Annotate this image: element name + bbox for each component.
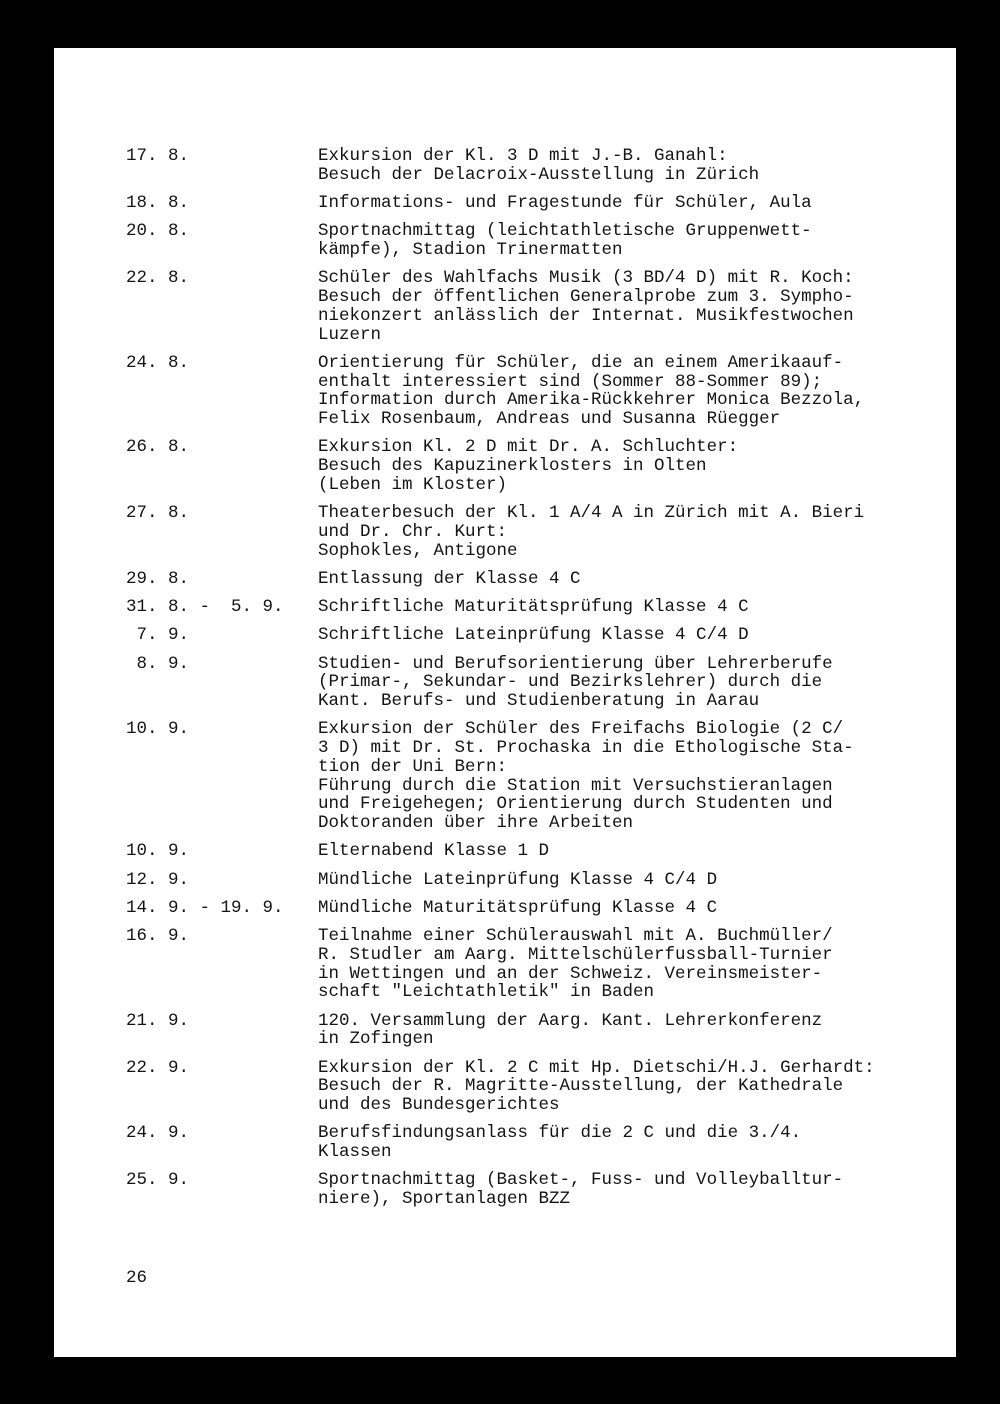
event-description: Schriftliche Maturitätsprüfung Klasse 4 C (318, 597, 749, 617)
event-date: 29. 8. (126, 568, 190, 589)
event-date: 22. 8. (126, 268, 190, 289)
event-date: 7. 9. (126, 625, 190, 646)
event-entry (126, 927, 926, 1002)
event-description: Theaterbesuch der Kl. 1 A/4 A in Zürich mit A. Bieri und Dr. Chr. Kurt: Sophokles, Antigone (318, 503, 865, 561)
event-entry (126, 1059, 926, 1115)
event-entry (126, 269, 926, 344)
event-date: 18. 8. (126, 193, 190, 213)
event-entry (126, 222, 926, 260)
event-entry (126, 871, 926, 890)
page-number: 26 (126, 1268, 148, 1288)
event-entry (126, 354, 926, 429)
event-date: 31. 8. - 5. 9. (126, 597, 284, 617)
event-date: 16. 9. (126, 926, 190, 946)
event-entry (126, 598, 926, 617)
event-description: Exkursion der Kl. 2 C mit Hp. Dietschi/H.J. Gerhardt: Besuch der R. Magritte-Ausstellung, der Kathedrale und des Bundesgerichtes (318, 1057, 875, 1115)
event-date: 26. 8. (126, 437, 190, 458)
event-date: 10. 9. (126, 841, 190, 862)
event-entry (126, 570, 926, 589)
event-entry (126, 655, 926, 711)
event-entry (126, 1171, 926, 1209)
event-description: Exkursion Kl. 2 D mit Dr. A. Schluchter: Besuch des Kapuzinerklosters in Olten (Leben im Kloster) (318, 437, 739, 495)
event-entry (126, 194, 926, 213)
event-description: Mündliche Maturitätsprüfung Klasse 4 C (318, 897, 718, 918)
event-date: 22. 9. (126, 1057, 190, 1078)
event-date: 27. 8. (126, 503, 190, 523)
event-entry (126, 504, 926, 560)
event-date: 12. 9. (126, 869, 190, 890)
event-description: Entlassung der Klasse 4 C (318, 568, 581, 589)
event-date: 14. 9. - 19. 9. (126, 897, 284, 918)
event-description: Studien- und Berufsorientierung über Lehrerberufe (Primar-, Sekundar- und Bezirkslehrer) durch die Kant. Berufs- und Studienberatung in Aarau (318, 653, 833, 711)
event-entry (126, 1012, 926, 1050)
event-entry (126, 842, 926, 861)
event-description: Berufsfindungsanlass für die 2 C und die 3./4. Klassen (318, 1123, 802, 1162)
event-entry (126, 438, 926, 494)
event-date: 24. 9. (126, 1123, 190, 1144)
event-description: Sportnachmittag (leichtathletische Gruppenwett- kämpfe), Stadion Trinermatten (318, 221, 812, 260)
event-description: Schüler des Wahlfachs Musik (3 BD/4 D) mit R. Koch: Besuch der öffentlichen Generalprobe zum 3. Sympho- niekonzert anlässlich der Internat. Musikfestwochen Luzern (318, 268, 854, 345)
event-date: 24. 8. (126, 352, 190, 373)
event-description: Sportnachmittag (Basket-, Fuss- und Volleyballtur- niere), Sportanlagen BZZ (318, 1170, 844, 1209)
event-entry (126, 147, 926, 185)
event-description: Teilnahme einer Schülerauswahl mit A. Buchmüller/ R. Studler am Aarg. Mittelschülerfussball-Turnier in Wettingen und an der Schweiz. Vereinsmeister- schaft "Leichtathletik" in Baden (318, 926, 833, 1003)
event-description: Elternabend Klasse 1 D (318, 841, 550, 862)
event-date: 25. 9. (126, 1170, 190, 1191)
event-date: 21. 9. (126, 1010, 190, 1031)
event-date: 20. 8. (126, 221, 190, 242)
event-description: Mündliche Lateinprüfung Klasse 4 C/4 D (318, 869, 718, 890)
event-list (126, 147, 926, 1218)
event-description: Exkursion der Kl. 3 D mit J.-B. Ganahl: Besuch der Delacroix-Ausstellung in Zürich (318, 146, 760, 185)
event-entry (126, 899, 926, 918)
event-description: 120. Versammlung der Aarg. Kant. Lehrerkonferenz in Zofingen (318, 1010, 823, 1050)
event-date: 10. 9. (126, 719, 190, 740)
event-entry (126, 720, 926, 833)
event-entry (126, 1124, 926, 1162)
event-entry (126, 626, 926, 645)
event-description: Schriftliche Lateinprüfung Klasse 4 C/4 D (318, 625, 749, 646)
event-date: 17. 8. (126, 146, 190, 166)
event-date: 8. 9. (126, 653, 190, 674)
event-description: Exkursion der Schüler des Freifachs Biologie (2 C/ 3 D) mit Dr. St. Prochaska in die Ethologische Sta- tion der Uni Bern: Führung durch die Station mit Versuchstieranlagen und Freigehegen; Orientierung durch Studenten und Doktoranden über ihre Arbeiten (318, 719, 854, 833)
event-description: Informations- und Fragestunde für Schüler, Aula (318, 193, 812, 213)
event-description: Orientierung für Schüler, die an einem Amerikaauf- enthalt interessiert sind (Sommer 88-Sommer 89); Information durch Amerika-Rückkehrer Monica Bezzola, Felix Rosenbaum, Andreas und Susanna Rüegger (318, 352, 865, 429)
